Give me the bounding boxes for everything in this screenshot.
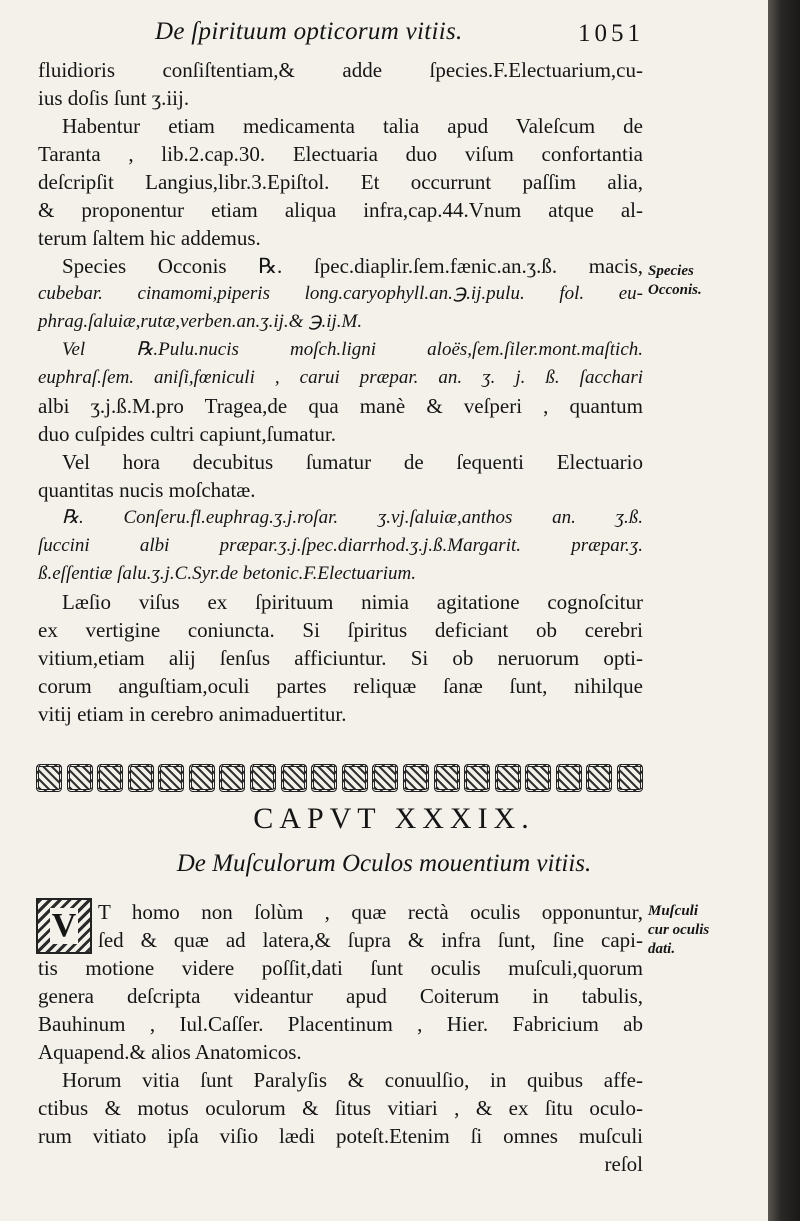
text-line: phrag.ſaluiæ,rutæ,verben.an.ʒ.ij.& ℈.ij.M. [38,311,363,332]
chapter-heading: CAPVT XXXIX. [253,802,535,835]
ornament-icon [372,764,398,792]
text-line: Horum vitia ſunt Paralyſis & conuulſio, in quibus affe- [62,1068,643,1092]
text-line: ℞. Conſeru.fl.euphrag.ʒ.j.roſar. ʒ.vj.ſaluiæ,anthos an. ʒ.ß. [62,507,643,528]
ornament-icon [250,764,276,792]
text-line: deſcripſit Langius,libr.3.Epiſtol. Et occurrunt paſſim alia, [38,170,643,194]
ornament-icon [219,764,245,792]
text-line: vitij etiam in cerebro animaduertitur. [38,702,347,726]
text-line: euphraſ.ſem. aniſi,fœniculi , carui præpar. an. ʒ. j. ß. ſacchari [38,367,643,388]
margin-note-line: cur oculis [648,922,710,938]
ornament-icon [158,764,184,792]
text-line: Taranta , lib.2.cap.30. Electuaria duo viſum confortantia [38,142,643,166]
text-line: ex vertigine coniuncta. Si ſpiritus deficiant ob cerebri [38,618,643,642]
text-line: vitium,etiam alij ſenſus afficiuntur. Si ob neruorum opti- [38,646,643,670]
text-line: Vel hora decubitus ſumatur de ſequenti Electuario [62,450,643,474]
catchword: reſol [604,1152,643,1176]
ornament-icon [281,764,307,792]
ornament-icon [36,764,62,792]
page-number: 1051 [578,20,644,47]
ornament-icon [189,764,215,792]
text-line: ius doſis ſunt ʒ.iij. [38,86,190,110]
ornament-icon [464,764,490,792]
text-line: tis motione videre poſſit,dati ſunt oculis muſculi,quorum [38,956,643,980]
main-text-block [38,56,643,728]
chapter-text-block [38,898,643,1178]
text-line: corum anguſtiam,oculi partes reliquæ ſanæ ſunt, nihilque [38,674,643,698]
margin-note-line: Occonis. [648,282,702,298]
text-line: & proponentur etiam aliqua infra,cap.44.Vnum atque al- [38,198,643,222]
margin-note-species-occonis [648,262,763,300]
ornament-icon [556,764,582,792]
ornament-icon [525,764,551,792]
text-line: Bauhinum , Iul.Caſſer. Placentinum , Hier. Fabricium ab [38,1012,643,1036]
text-line: Vel ℞.Pulu.nucis moſch.ligni aloës,ſem.ſiler.mont.maſtich. [62,339,643,360]
ornament-icon [586,764,612,792]
ornament-icon [97,764,123,792]
text-line: albi ʒ.j.ß.M.pro Tragea,de qua manè & veſperi , quantum [38,394,643,418]
text-line: T homo non ſolùm , quæ rectà oculis opponuntur, [98,900,643,924]
ornament-icon [342,764,368,792]
text-line: ß.eſſentiæ ſalu.ʒ.j.C.Syr.de betonic.F.Electuarium. [38,563,417,584]
text-line: cubebar. cinamomi,piperis long.caryophyll.an.℈.ij.pulu. fol. eu- [38,283,643,304]
text-line: duo cuſpides cultri capiunt,ſumatur. [38,422,337,446]
text-line: ſuccini albi præpar.ʒ.j.ſpec.diarrhod.ʒ.j.ß.Margarit. præpar.ʒ. [38,535,643,556]
text-line: quantitas nucis moſchatæ. [38,478,256,502]
chapter-subtitle: De Muſculorum Oculos mouentium vitiis. [176,850,592,877]
margin-note-line: dati. [648,941,676,957]
text-line: Species Occonis ℞. ſpec.diaplir.ſem.fænic.an.ʒ.ß. macis, [62,254,643,278]
running-title: De ſpirituum opticorum vitiis. [155,18,463,45]
page-header [0,14,768,54]
text-line: ſed & quæ ad latera,& ſupra & infra ſunt, ſine capi- [98,928,643,952]
text-line: genera deſcripta videantur apud Coiterum in tabulis, [38,984,643,1008]
ornament-icon [434,764,460,792]
ornament-icon [128,764,154,792]
ornament-icon [617,764,643,792]
text-line: Habentur etiam medicamenta talia apud Valeſcum de [62,114,643,138]
ornament-icon [403,764,429,792]
text-line: Læſio viſus ex ſpirituum nimia agitatione cognoſcitur [62,590,643,614]
margin-note-line: Muſculi [648,903,699,919]
ornament-divider [36,762,643,794]
text-line: Aquapend.& alios Anatomicos. [38,1040,302,1064]
book-binding-edge [768,0,800,1221]
ornament-icon [67,764,93,792]
text-line: fluidioris conſiſtentiam,& adde ſpecies.F.Electuarium,cu- [38,58,643,82]
text-line: ctibus & motus oculorum & ſitus vitiari , & ex ſitu oculo- [38,1096,643,1120]
ornament-icon [495,764,521,792]
text-line: terum ſaltem hic addemus. [38,226,261,250]
drop-cap-letter: V [51,907,77,944]
margin-note-line: Species [648,263,694,279]
text-line: rum vitiato ipſa viſio lædi poteſt.Etenim ſi omnes muſculi [38,1124,643,1148]
margin-note-musculi [648,902,763,959]
ornament-icon [311,764,337,792]
